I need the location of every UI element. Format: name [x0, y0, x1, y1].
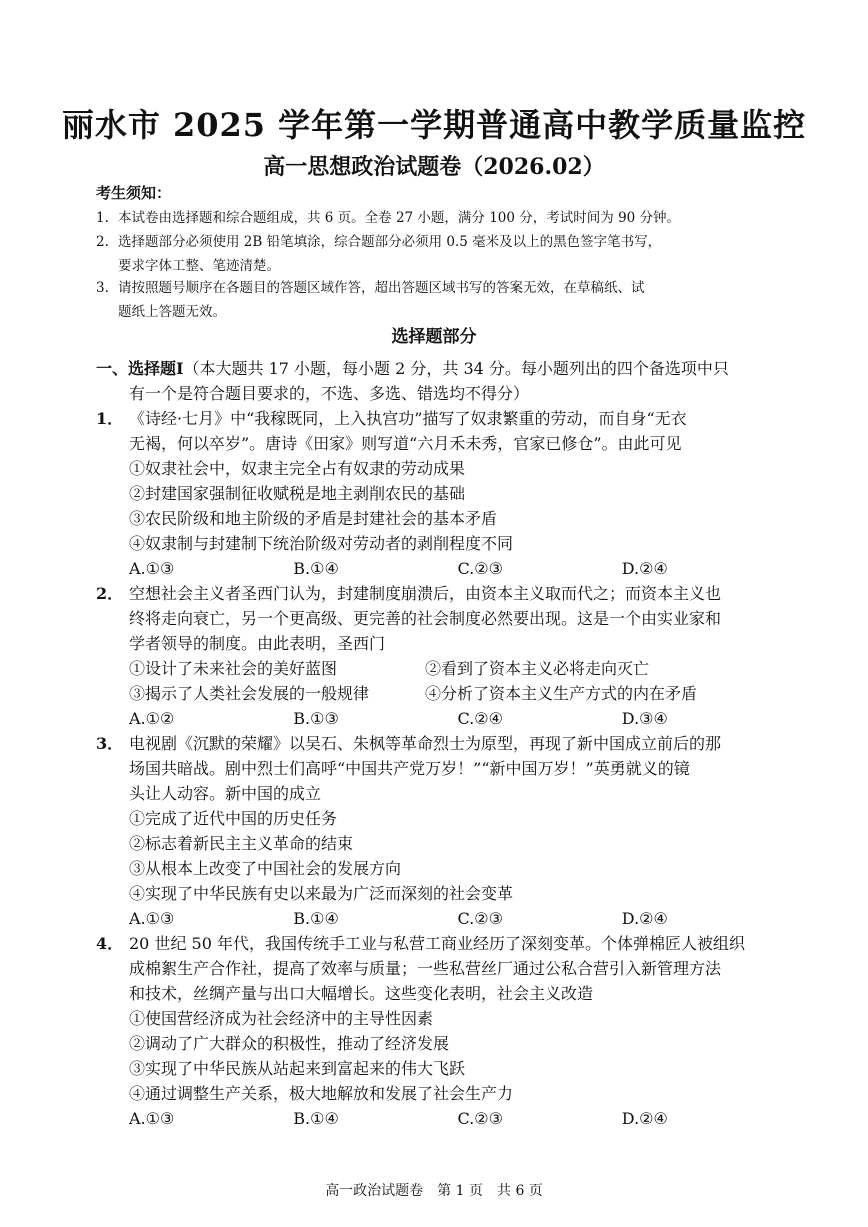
question-4-options: [96, 1006, 786, 1131]
choice-a[interactable]: A.①②: [129, 709, 175, 728]
section-title: 选择题部分: [391, 327, 477, 347]
question-3-options: [96, 806, 786, 931]
part-desc: （本大题共 17 小题，每小题 2 分，共 34 分。每小题列出的四个备选项中只: [183, 359, 729, 378]
option[interactable]: ②标志着新民主主义革命的结束: [129, 834, 354, 853]
choice-a[interactable]: A.①③: [129, 909, 175, 928]
question-1: [96, 406, 819, 456]
choice-c[interactable]: C.②④: [457, 709, 503, 728]
choice-d[interactable]: D.③④: [621, 709, 668, 728]
option[interactable]: ④通过调整生产关系，极大地解放和发展了社会生产力: [129, 1084, 514, 1103]
option[interactable]: ④奴隶制与封建制下统治阶级对劳动者的剥削程度不同: [129, 534, 514, 553]
choice-a[interactable]: A.①③: [129, 1109, 175, 1128]
choice-d[interactable]: D.②④: [621, 1109, 668, 1128]
question-stem: 和技术，丝绸产量与出口大幅增长。这些变化表明，社会主义改造: [129, 984, 594, 1003]
question-1-options: [96, 456, 786, 581]
choice-d[interactable]: D.②④: [621, 559, 668, 578]
notice-item-2: [96, 230, 786, 278]
choice-c[interactable]: C.②③: [457, 559, 503, 578]
choice-c[interactable]: C.②③: [457, 909, 503, 928]
exam-subtitle: 高一思想政治试题卷（2026.02）: [263, 154, 605, 180]
option[interactable]: ③从根本上改变了中国社会的发展方向: [129, 859, 402, 878]
notice-item-3: [96, 276, 786, 324]
question-stem: 场国共暗战。剧中烈士们高呼“中国共产党万岁！”“新中国万岁！”英勇就义的镜: [129, 759, 690, 778]
choice-d[interactable]: D.②④: [621, 909, 668, 928]
notice-line: 选择题部分必须使用 2B 铅笔填涂，综合题部分必须用 0.5 毫米及以上的黑色签字笔书写，: [118, 234, 662, 250]
question-stem: 空想社会主义者圣西门认为，封建制度崩溃后，由资本主义取而代之；而资本主义也: [129, 584, 722, 603]
option[interactable]: ①完成了近代中国的历史任务: [129, 809, 338, 828]
option[interactable]: ①使国营经济成为社会经济中的主导性因素: [129, 1009, 434, 1028]
option[interactable]: ②调动了广大群众的积极性，推动了经济发展: [129, 1034, 450, 1053]
page-footer: 高一政治试题卷 第 1 页 共 6 页: [325, 1183, 543, 1199]
choice-b[interactable]: B.①③: [293, 709, 339, 728]
notice-num: 2.: [96, 234, 109, 250]
choice-b[interactable]: B.①④: [293, 909, 339, 928]
part-desc: 有一个是符合题目要求的，不选、多选、错选均不得分）: [129, 384, 530, 403]
part-intro: [96, 356, 819, 406]
option[interactable]: ③实现了中华民族从站起来到富起来的伟大飞跃: [129, 1059, 466, 1078]
question-stem: 20 世纪 50 年代，我国传统手工业与私营工商业经历了深刻变革。个体弹棉匠人被组织: [129, 934, 745, 953]
exam-title: 丽水市 2025 学年第一学期普通高中教学质量监控: [61, 106, 807, 144]
notice-line: 要求字体工整、笔迹清楚。: [118, 258, 280, 274]
option[interactable]: ②封建国家强制征收赋税是地主剥削农民的基础: [129, 484, 466, 503]
notice-line: 本试卷由选择题和综合题组成，共 6 页。全卷 27 小题，满分 100 分，考试时间为 90 分钟。: [118, 210, 681, 226]
choice-a[interactable]: A.①③: [129, 559, 175, 578]
option[interactable]: ①奴隶社会中，奴隶主完全占有奴隶的劳动成果: [129, 459, 466, 478]
notice-item-1: [96, 206, 786, 230]
option[interactable]: ③揭示了人类社会发展的一般规律: [129, 684, 370, 703]
notice-line: 题纸上答题无效。: [118, 304, 226, 320]
part-label: 一、选择题Ⅰ: [96, 359, 184, 378]
option[interactable]: ④分析了资本主义生产方式的内在矛盾: [425, 684, 698, 703]
question-stem: 学者领导的制度。由此表明，圣西门: [129, 634, 386, 653]
question-stem: 终将走向衰亡，另一个更高级、更完善的社会制度必然要出现。这是一个由实业家和: [129, 609, 722, 628]
question-4: [96, 931, 819, 1006]
question-number: 2．: [96, 584, 124, 603]
question-number: 4．: [96, 934, 124, 953]
question-stem: 《诗经·七月》中“我稼既同，上入执宫功”描写了奴隶繁重的劳动，而自身“无衣: [129, 409, 687, 428]
option[interactable]: ③农民阶级和地主阶级的矛盾是封建社会的基本矛盾: [129, 509, 498, 528]
question-number: 3．: [96, 734, 124, 753]
notice-heading: 考生须知：: [96, 184, 172, 202]
option[interactable]: ①设计了未来社会的美好蓝图: [129, 659, 338, 678]
notice-num: 1.: [96, 210, 109, 226]
notice-num: 3.: [96, 280, 109, 296]
question-number: 1．: [96, 409, 124, 428]
question-stem: 成棉絮生产合作社，提高了效率与质量；一些私营丝厂通过公私合营引入新管理方法: [129, 959, 722, 978]
question-stem: 头让人动容。新中国的成立: [129, 784, 322, 803]
option[interactable]: ④实现了中华民族有史以来最为广泛而深刻的社会变革: [129, 884, 514, 903]
question-stem: 电视剧《沉默的荣耀》以吴石、朱枫等革命烈士为原型，再现了新中国成立前后的那: [129, 734, 722, 753]
question-2: [96, 581, 819, 656]
choice-b[interactable]: B.①④: [293, 1109, 339, 1128]
option[interactable]: ②看到了资本主义必将走向灭亡: [425, 659, 650, 678]
notice-line: 请按照题号顺序在各题目的答题区域作答，超出答题区域书写的答案无效，在草稿纸、试: [118, 280, 645, 296]
choice-b[interactable]: B.①④: [293, 559, 339, 578]
question-3: [96, 731, 819, 806]
question-2-options: [96, 656, 786, 731]
question-stem: 无褐，何以卒岁”。唐诗《田家》则写道“六月禾未秀，官家已修仓”。由此可见: [129, 434, 682, 453]
choice-c[interactable]: C.②③: [457, 1109, 503, 1128]
